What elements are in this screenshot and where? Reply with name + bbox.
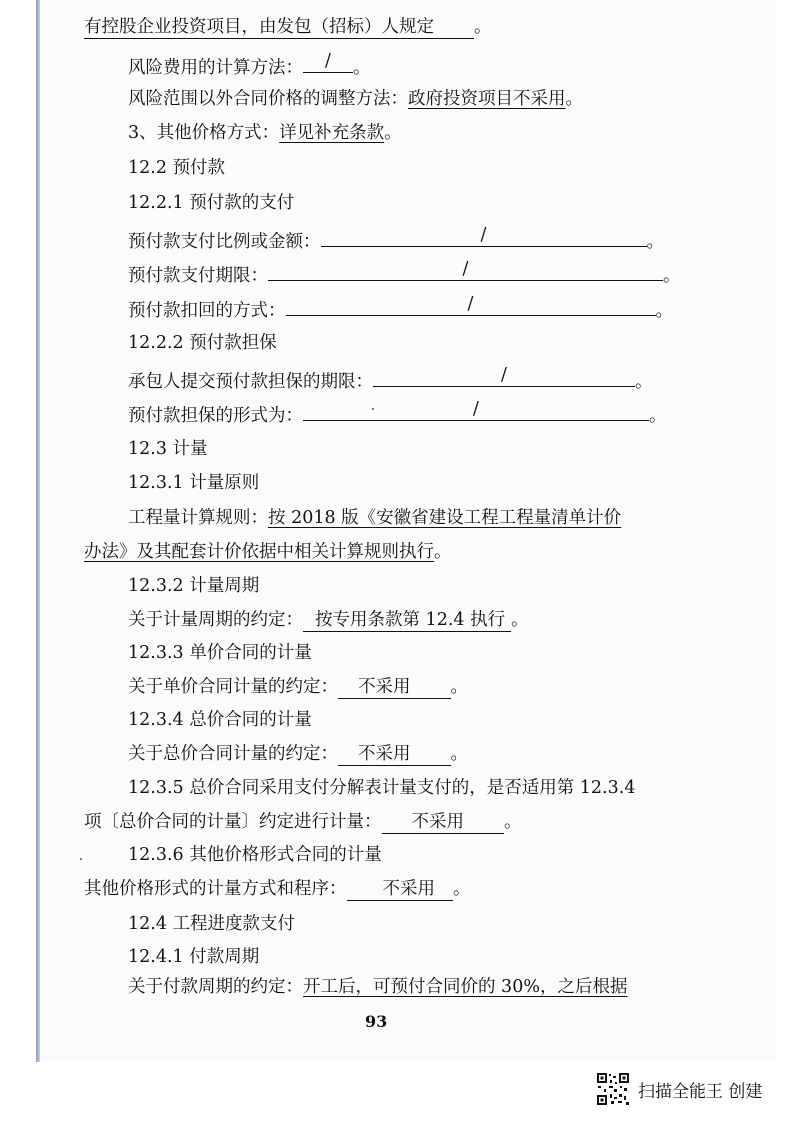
field-label: 关于总价合同计量的约定： <box>128 744 338 764</box>
text-line: 12.3.5 总价合同采用支付分解表计量支付的，是否适用第 12.3.4 <box>128 778 636 798</box>
field-label: 风险范围以外合同价格的调整方法： <box>128 89 408 109</box>
scan-speck <box>80 858 82 860</box>
text-line <box>128 366 653 395</box>
line-end: 。 <box>663 266 681 286</box>
field-label: 风险费用的计算方法： <box>128 58 303 78</box>
text-line <box>84 809 522 835</box>
field-value: / <box>473 399 479 419</box>
field-value: / <box>480 225 487 245</box>
underlined-value: 不采用 <box>347 878 454 901</box>
field-label: 工程量计算规则： <box>128 508 268 528</box>
subsection-heading: 12.3.4 总价合同的计量 <box>128 710 312 730</box>
field-value: / <box>462 259 469 279</box>
line-end: 。 <box>450 677 468 697</box>
text-line <box>128 86 583 112</box>
field-value: / <box>325 51 331 71</box>
text-line <box>128 607 529 633</box>
underlined-value: 办法》及其配套计价依据中相关计算规则执行 <box>84 542 434 562</box>
line-end: 。 <box>646 232 664 252</box>
field-label: 预付款扣回的方式： <box>128 301 286 321</box>
text-line <box>128 226 664 255</box>
line-end: 。 <box>511 610 529 630</box>
field-label: 预付款担保的形式为： <box>128 406 303 426</box>
line-end: 。 <box>565 89 583 109</box>
line-end: 。 <box>450 744 468 764</box>
line-end: 。 <box>655 301 673 321</box>
field-label: 3、其他价格方式： <box>128 123 280 143</box>
field-label: 关于计量周期的约定： <box>128 610 303 630</box>
text-line <box>84 14 492 40</box>
field-label: 项〔总价合同的计量〕约定进行计量： <box>84 812 382 832</box>
text-line <box>128 741 468 767</box>
text-line <box>128 52 371 81</box>
field-label: 其他价格形式的计量方式和程序： <box>84 879 347 899</box>
line-end: 。 <box>649 406 667 426</box>
underlined-value: 不采用 <box>338 743 451 766</box>
line-end: 。 <box>434 542 452 562</box>
subsection-heading: 12.2.2 预付款担保 <box>128 333 277 353</box>
field-value: / <box>501 365 507 385</box>
field-label: 承包人提交预付款担保的期限： <box>128 372 373 392</box>
subsection-heading: 12.2.1 预付款的支付 <box>128 193 295 213</box>
underlined-value: 有控股企业投资项目，由发包（招标）人规定 <box>84 16 474 39</box>
text-line <box>84 539 452 565</box>
underlined-value: 按专用条款第 12.4 执行 <box>303 609 511 632</box>
field-blank <box>303 52 353 73</box>
page-binding-edge <box>36 0 40 1062</box>
text-line <box>128 260 681 289</box>
underlined-value: 详见补充条款 <box>279 123 385 143</box>
subsection-heading: 12.3.2 计量周期 <box>128 576 260 596</box>
underlined-value: 开工后，可预付合同价的 30%，之后根据 <box>303 977 628 997</box>
field-label: 关于单价合同计量的约定： <box>128 677 338 697</box>
text-line <box>128 674 468 700</box>
field-blank <box>321 226 647 247</box>
text-line <box>128 400 667 429</box>
scanner-watermark <box>596 1072 762 1106</box>
line-end: 。 <box>635 372 653 392</box>
field-blank <box>268 260 663 281</box>
field-label: 预付款支付比例或金额： <box>128 232 321 252</box>
page-number: 93 <box>365 1012 388 1031</box>
line-end: 。 <box>453 879 471 899</box>
field-label: 预付款支付期限： <box>128 266 268 286</box>
field-blank <box>303 400 649 421</box>
text-line <box>84 876 471 902</box>
text-line <box>128 295 673 324</box>
text-line <box>128 505 621 531</box>
qr-code-icon <box>596 1072 630 1106</box>
text-line <box>128 974 627 1000</box>
section-heading: 12.4 工程进度款支付 <box>128 914 296 934</box>
underlined-value: 按 2018 版《安徽省建设工程工程量清单计价 <box>268 508 622 528</box>
text-line <box>128 120 402 146</box>
line-end: 。 <box>353 58 371 78</box>
field-blank <box>373 366 635 387</box>
field-value: / <box>467 294 474 314</box>
field-label: 关于付款周期的约定： <box>128 977 303 997</box>
subsection-heading: 12.3.6 其他价格形式合同的计量 <box>128 845 382 865</box>
line-end: 。 <box>474 17 492 37</box>
subsection-heading: 12.4.1 付款周期 <box>128 947 260 967</box>
watermark-text: 扫描全能王 创建 <box>638 1081 763 1102</box>
section-heading: 12.2 预付款 <box>128 158 226 178</box>
section-heading: 12.3 计量 <box>128 439 208 459</box>
field-blank <box>286 295 656 316</box>
subsection-heading: 12.3.1 计量原则 <box>128 473 260 493</box>
underlined-value: 不采用 <box>382 811 505 834</box>
line-end: 。 <box>384 123 402 143</box>
subsection-heading: 12.3.3 单价合同的计量 <box>128 643 312 663</box>
underlined-value: 不采用 <box>338 676 451 699</box>
underlined-value: 政府投资项目不采用 <box>408 89 566 109</box>
line-end: 。 <box>504 812 522 832</box>
